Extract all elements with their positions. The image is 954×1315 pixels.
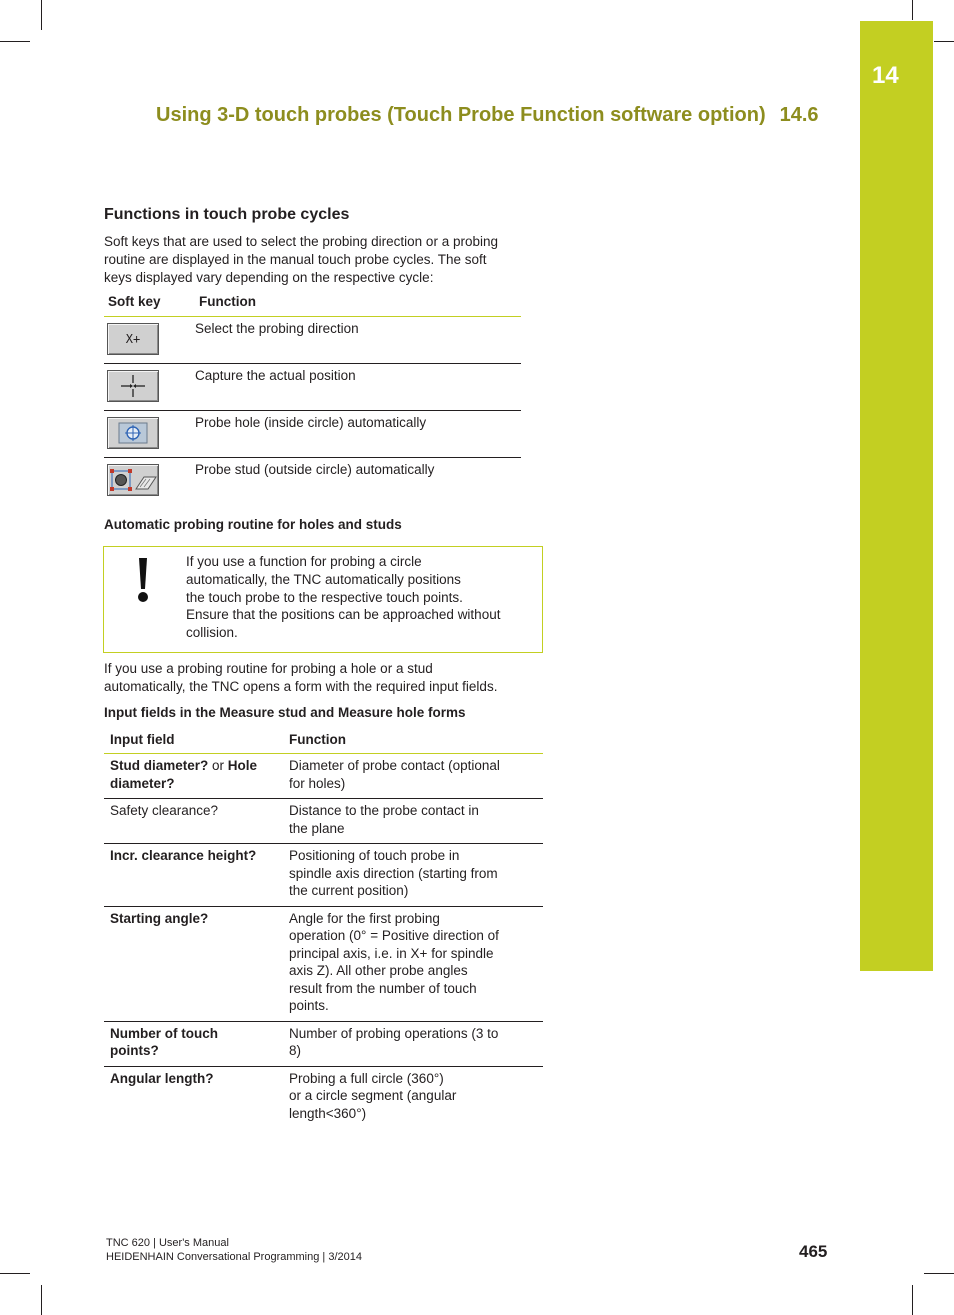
input-field-name: Starting angle? xyxy=(110,910,209,926)
crop-mark xyxy=(0,41,30,42)
field-part: Hole xyxy=(227,758,258,773)
probe-stud-icon xyxy=(109,467,157,493)
input-table-header xyxy=(104,730,543,754)
softkey-row xyxy=(104,458,521,504)
table-row xyxy=(104,844,543,907)
field-part: or xyxy=(208,758,228,773)
function-line: Distance to the probe contact in xyxy=(289,803,479,818)
function-line: Diameter of probe contact (optional xyxy=(289,758,500,773)
function-line: Angle for the first probing xyxy=(289,910,440,926)
crop-mark xyxy=(0,1273,30,1274)
input-field-function xyxy=(289,799,543,843)
crop-mark xyxy=(41,0,42,30)
running-head-title: Using 3-D touch probes (Touch Probe Function software option) xyxy=(156,104,766,126)
table-row xyxy=(104,1022,543,1067)
function-line: points. xyxy=(289,998,329,1013)
function-line: the current position) xyxy=(289,883,409,898)
header-function: Function xyxy=(199,294,256,309)
page-number: 465 xyxy=(799,1242,828,1261)
function-line: Positioning of touch probe in xyxy=(289,848,460,863)
softkey-function: Capture the actual position xyxy=(195,368,356,383)
header-input-field: Input field xyxy=(110,732,175,747)
para-line: automatically, the TNC opens a form with the required input fields. xyxy=(104,678,498,694)
function-line: 8) xyxy=(289,1043,302,1058)
input-field-function xyxy=(289,907,543,1021)
input-field-function xyxy=(289,754,543,798)
table-row xyxy=(104,1067,543,1129)
softkey-function: Select the probing direction xyxy=(195,321,359,336)
table-row xyxy=(104,907,543,1022)
function-line: axis Z). All other probe angles xyxy=(289,963,468,978)
para-line: If you use a probing routine for probing a hole or a stud xyxy=(104,661,433,676)
auto-routine-paragraph xyxy=(104,660,544,696)
crop-mark xyxy=(924,1273,954,1274)
table-row xyxy=(104,754,543,799)
footer-line: HEIDENHAIN Conversational Programming | 3/2014 xyxy=(106,1251,362,1263)
softkey-row xyxy=(104,364,521,411)
softkey-function: Probe hole (inside circle) automatically xyxy=(195,415,427,430)
crop-mark xyxy=(934,41,954,42)
running-head-section: 14.6 xyxy=(779,104,819,126)
input-fields-table xyxy=(104,730,543,1128)
function-line: length<360°) xyxy=(289,1105,367,1121)
x-plus-icon: X+ xyxy=(125,332,141,346)
note-box xyxy=(103,546,543,653)
probe-hole-icon xyxy=(118,422,148,444)
header-softkey: Soft key xyxy=(108,294,161,309)
softkey-row xyxy=(104,317,521,364)
header-function: Function xyxy=(289,732,346,747)
exclamation-icon xyxy=(134,557,152,603)
function-line: spindle axis direction (starting from xyxy=(289,865,498,881)
field-line: Number of touch xyxy=(110,1025,218,1041)
function-line: Probing a full circle (360°) xyxy=(289,1070,444,1086)
field-line: points? xyxy=(110,1043,159,1058)
section-intro xyxy=(104,233,544,286)
softkey-function: Probe stud (outside circle) automatically xyxy=(195,462,435,477)
crop-mark xyxy=(912,0,913,20)
input-field-name xyxy=(104,754,289,798)
field-part: diameter? xyxy=(110,775,175,791)
crop-mark xyxy=(912,1285,913,1315)
input-field-name: Safety clearance? xyxy=(110,803,219,818)
input-field-name xyxy=(104,1022,289,1066)
field-part: Stud diameter? xyxy=(110,758,209,773)
crosshair-icon xyxy=(120,374,146,398)
running-head xyxy=(156,104,819,127)
note-line: automatically, the TNC automatically positions xyxy=(186,571,461,587)
input-field-function xyxy=(289,1067,543,1129)
softkey-row xyxy=(104,411,521,458)
footer-line: TNC 620 | User's Manual xyxy=(106,1237,229,1249)
note-line: the touch probe to the respective touch points. xyxy=(186,589,463,605)
function-line: result from the number of touch xyxy=(289,980,477,996)
intro-line: Soft keys that are used to select the probing direction or a probing xyxy=(104,234,498,249)
intro-line: routine are displayed in the manual touch probe cycles. The soft xyxy=(104,251,487,267)
section-title: Functions in touch probe cycles xyxy=(104,206,350,223)
input-field-name: Angular length? xyxy=(110,1070,214,1086)
footer xyxy=(106,1236,362,1264)
function-line: or a circle segment (angular xyxy=(289,1088,457,1103)
input-field-function xyxy=(289,844,543,906)
note-line: If you use a function for probing a circle xyxy=(186,554,422,569)
note-line: collision. xyxy=(186,625,238,641)
x-plus-softkey[interactable] xyxy=(107,323,159,355)
note-text xyxy=(186,553,536,642)
input-table-heading: Input fields in the Measure stud and Measure hole forms xyxy=(104,705,466,720)
input-field-name: Incr. clearance height? xyxy=(110,848,257,863)
function-line: Number of probing operations (3 to xyxy=(289,1025,499,1041)
table-row xyxy=(104,799,543,844)
auto-routine-heading: Automatic probing routine for holes and studs xyxy=(104,517,402,532)
note-line: Ensure that the positions can be approached without xyxy=(186,607,501,623)
softkey-table-header xyxy=(104,292,521,317)
function-line: operation (0° = Positive direction of xyxy=(289,928,499,943)
probe-stud-softkey[interactable] xyxy=(107,464,159,496)
crop-mark xyxy=(41,1285,42,1315)
chapter-tab xyxy=(860,21,933,971)
capture-position-softkey[interactable] xyxy=(107,370,159,402)
function-line: the plane xyxy=(289,820,345,836)
input-field-function xyxy=(289,1022,543,1066)
probe-hole-softkey[interactable] xyxy=(107,417,159,449)
function-line: principal axis, i.e. in X+ for spindle xyxy=(289,945,494,961)
function-line: for holes) xyxy=(289,775,346,791)
intro-line: keys displayed vary depending on the respective cycle: xyxy=(104,269,434,285)
softkey-table xyxy=(104,292,521,504)
chapter-number: 14 xyxy=(872,62,899,89)
